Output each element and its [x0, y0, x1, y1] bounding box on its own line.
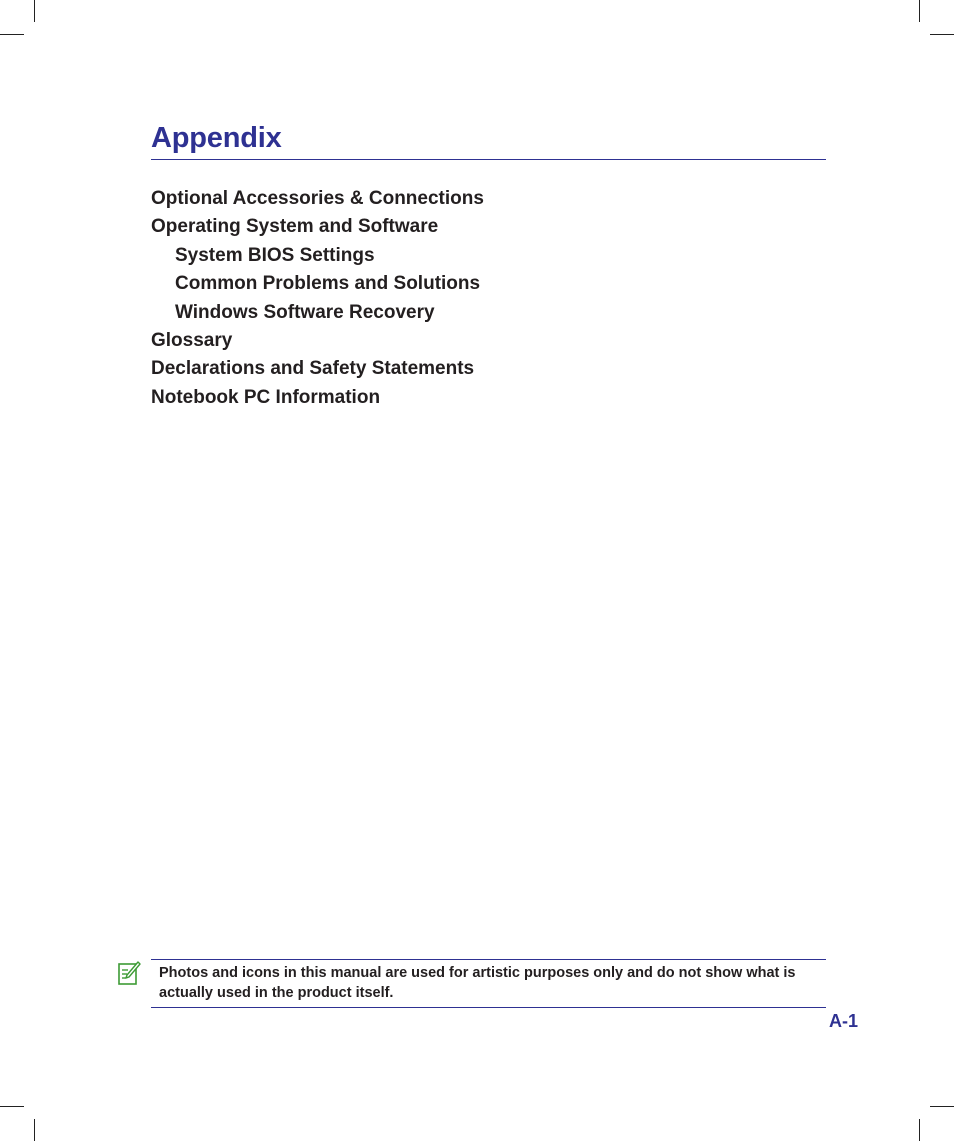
- table-of-contents: [151, 185, 484, 412]
- toc-item-optional-accessories[interactable]: Optional Accessories & Connections: [151, 188, 484, 209]
- toc-item-declarations[interactable]: Declarations and Safety Statements: [151, 358, 475, 380]
- toc-item-windows-recovery[interactable]: Windows Software Recovery: [175, 301, 435, 323]
- title-divider: [151, 159, 826, 160]
- toc-item-glossary[interactable]: Glossary: [151, 330, 233, 352]
- toc-item-notebook-info[interactable]: Notebook PC Information: [151, 386, 381, 408]
- toc-item-common-problems[interactable]: Common Problems and Solutions: [175, 273, 481, 295]
- note-divider-top: [151, 959, 826, 960]
- crop-mark: [930, 1106, 954, 1107]
- crop-mark: [34, 0, 35, 22]
- page-number: A-1: [828, 1011, 858, 1031]
- crop-mark: [919, 0, 920, 22]
- note-text: Photos and icons in this manual are used for artistic purposes only and do not show what is actually used in the product itself.: [159, 965, 796, 1001]
- crop-mark: [930, 34, 954, 35]
- note-pencil-icon: [117, 960, 141, 986]
- page-title: Appendix: [151, 122, 282, 154]
- crop-mark: [919, 1119, 920, 1141]
- note-divider-bottom: [151, 1007, 826, 1008]
- crop-mark: [34, 1119, 35, 1141]
- crop-mark: [0, 1106, 24, 1107]
- toc-item-system-bios[interactable]: System BIOS Settings: [175, 244, 375, 266]
- crop-mark: [0, 34, 24, 35]
- toc-item-operating-system[interactable]: Operating System and Software: [151, 216, 439, 238]
